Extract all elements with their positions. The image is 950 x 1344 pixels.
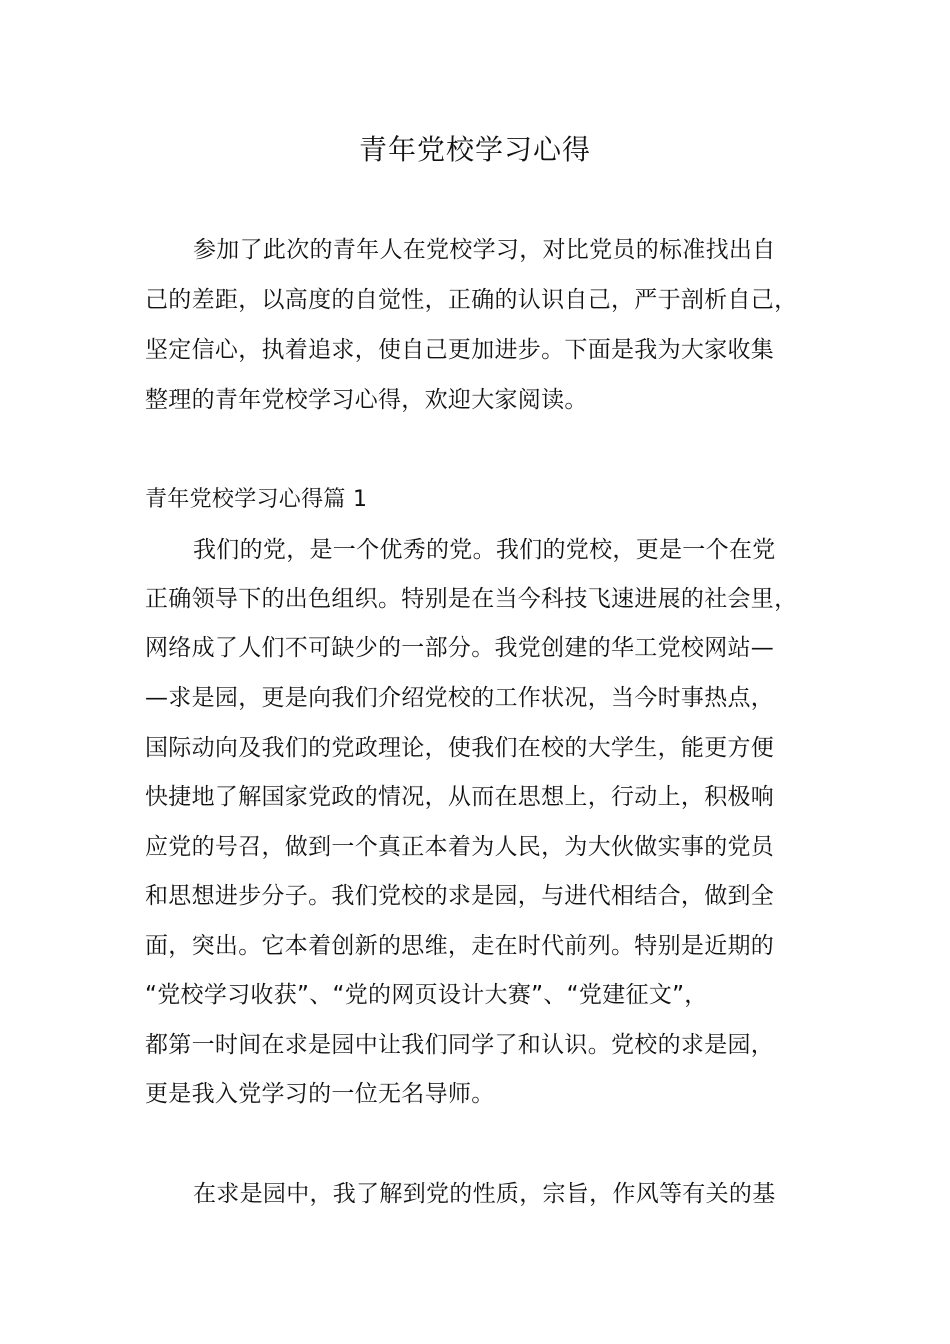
body-line: 和思想进步分子。我们党校的求是园，与进代相结合，做到全 <box>145 883 775 909</box>
body-line: 更是我入党学习的一位无名导师。 <box>145 1081 495 1107</box>
body-line: 我们的党，是一个优秀的党。我们的党校，更是一个在党 <box>193 537 776 563</box>
body-line: 网络成了人们不可缺少的一部分。我党创建的华工党校网站— <box>145 635 775 661</box>
section-heading: 青年党校学习心得篇 1 <box>145 487 368 512</box>
page-title: 青年党校学习心得 <box>358 133 591 166</box>
intro-line: 坚定信心，执着追求，使自己更加进步。下面是我为大家收集 <box>145 337 775 363</box>
body-line: 应党的号召，做到一个真正本着为人民，为大伙做实事的党员 <box>145 834 775 860</box>
body-line: 在求是园中，我了解到党的性质，宗旨，作风等有关的基 <box>193 1181 776 1207</box>
intro-line: 整理的青年党校学习心得，欢迎大家阅读。 <box>145 387 588 413</box>
body-line: —求是园，更是向我们介绍党校的工作状况，当今时事热点， <box>145 685 775 711</box>
body-line: 国际动向及我们的党政理论，使我们在校的大学生，能更方便 <box>145 735 775 761</box>
body-line: 都第一时间在求是园中让我们同学了和认识。党校的求是园， <box>145 1032 775 1058</box>
intro-line: 参加了此次的青年人在党校学习，对比党员的标准找出自 <box>193 237 776 263</box>
body-line: 快捷地了解国家党政的情况，从而在思想上，行动上，积极响 <box>145 784 775 810</box>
intro-line: 己的差距，以高度的自觉性，正确的认识自己，严于剖析自己， <box>145 287 798 313</box>
body-line: “党校学习收获”、“党的网页设计大赛”、“党建征文”， <box>145 982 708 1008</box>
body-line: 面，突出。它本着创新的思维，走在时代前列。特别是近期的 <box>145 933 775 959</box>
body-line: 正确领导下的出色组织。特别是在当今科技飞速进展的社会里， <box>145 586 798 612</box>
